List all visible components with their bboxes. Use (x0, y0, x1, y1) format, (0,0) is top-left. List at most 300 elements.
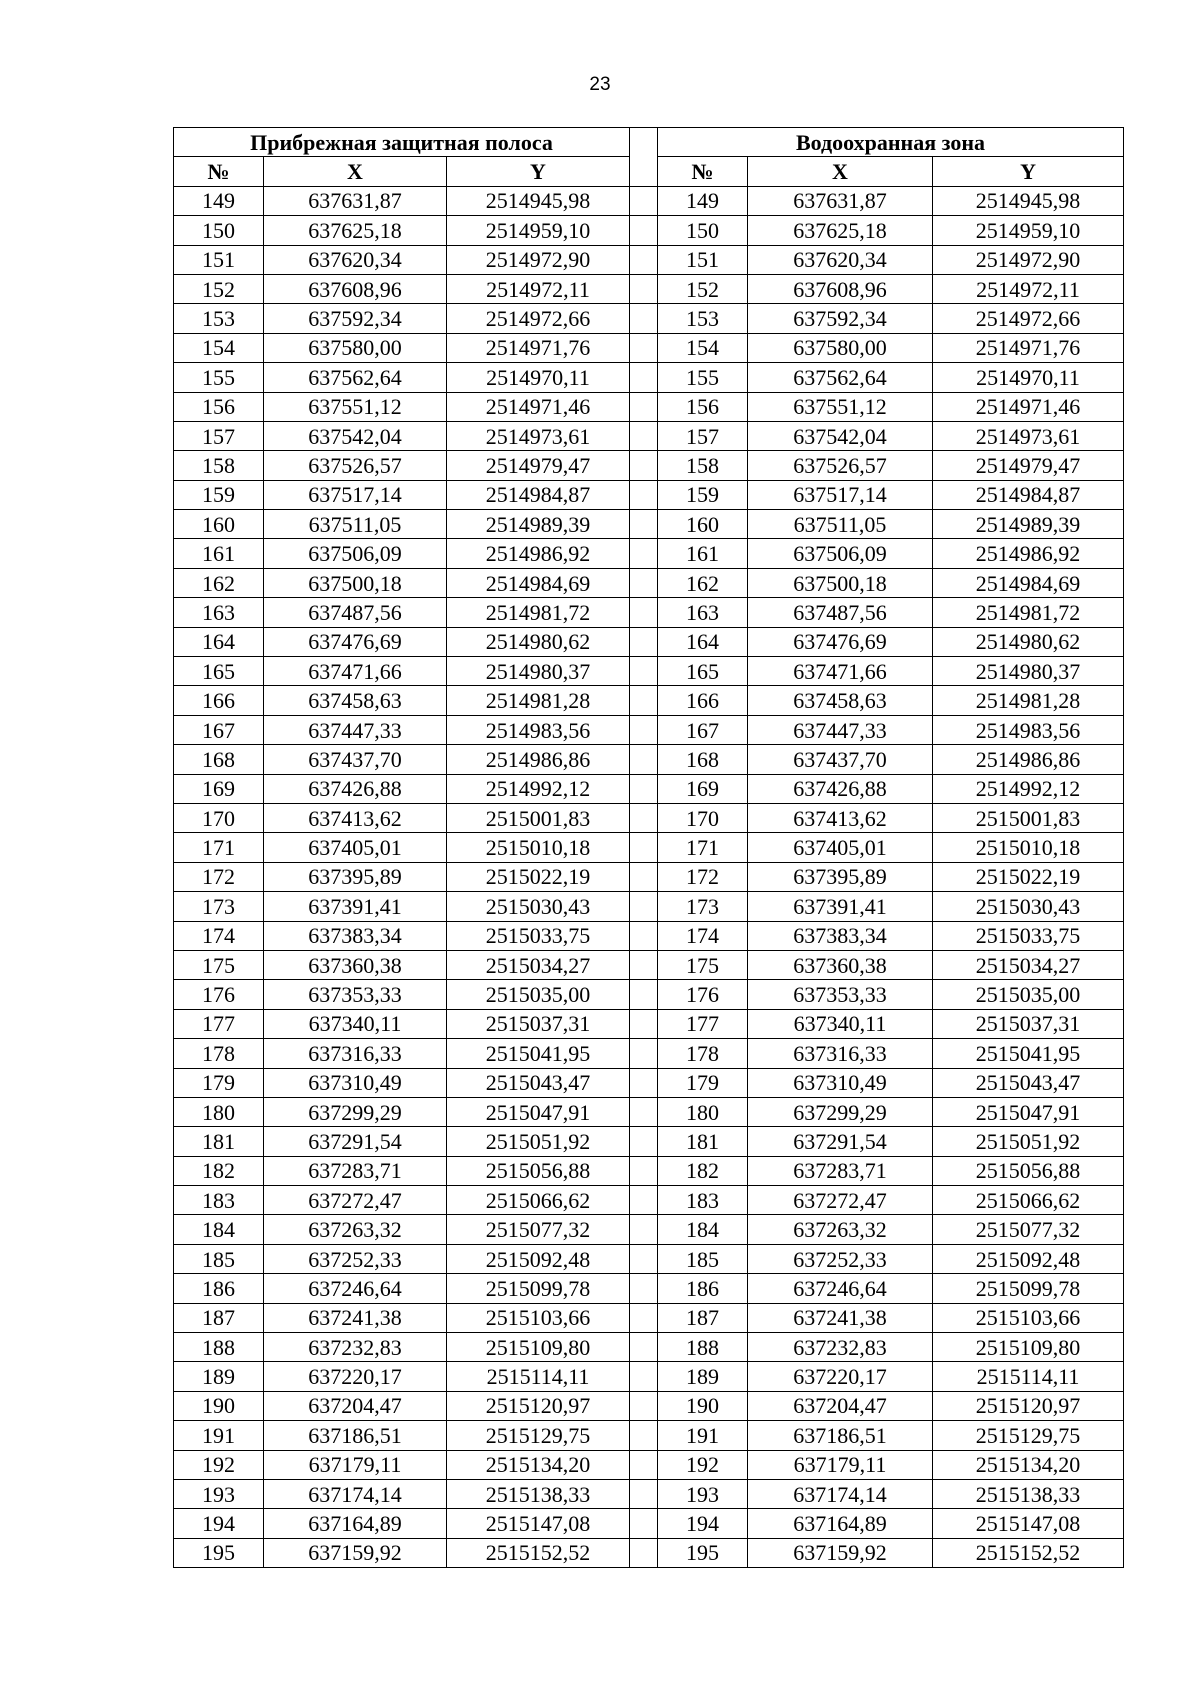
left-y-value: 2515037,31 (447, 1009, 630, 1038)
left-x-value: 637246,64 (264, 1274, 447, 1303)
left-point-number: 178 (174, 1039, 264, 1068)
left-y-value: 2515077,32 (447, 1215, 630, 1244)
left-point-number: 193 (174, 1479, 264, 1508)
left-y-value: 2514986,86 (447, 745, 630, 774)
table-row (174, 1127, 1124, 1156)
left-x-value: 637625,18 (264, 216, 447, 245)
right-y-value: 2514971,76 (933, 333, 1124, 362)
right-x-value: 637500,18 (748, 568, 933, 597)
column-gap (630, 510, 658, 539)
left-x-value: 637360,38 (264, 950, 447, 979)
left-point-number: 159 (174, 480, 264, 509)
left-y-value: 2514973,61 (447, 421, 630, 450)
table-row (174, 1097, 1124, 1126)
left-y-value: 2515022,19 (447, 862, 630, 891)
table-row (174, 1479, 1124, 1508)
left-point-number: 150 (174, 216, 264, 245)
table-row (174, 186, 1124, 215)
left-section-title: Прибрежная защитная полоса (174, 128, 630, 157)
column-gap (630, 1362, 658, 1391)
right-point-number: 176 (658, 980, 748, 1009)
right-point-number: 179 (658, 1068, 748, 1097)
right-x-value: 637232,83 (748, 1333, 933, 1362)
column-gap (630, 1274, 658, 1303)
left-y-value: 2515147,08 (447, 1509, 630, 1538)
column-gap (630, 627, 658, 656)
left-y-value: 2514980,37 (447, 657, 630, 686)
left-x-value: 637232,83 (264, 1333, 447, 1362)
right-point-number: 154 (658, 333, 748, 362)
right-x-value: 637542,04 (748, 421, 933, 450)
left-x-value: 637426,88 (264, 774, 447, 803)
table-row (174, 392, 1124, 421)
right-point-number: 175 (658, 950, 748, 979)
left-y-value: 2514980,62 (447, 627, 630, 656)
left-x-value: 637437,70 (264, 745, 447, 774)
left-point-number: 160 (174, 510, 264, 539)
section-title-row (174, 128, 1124, 157)
right-point-number: 188 (658, 1333, 748, 1362)
left-y-value: 2514970,11 (447, 363, 630, 392)
left-x-value: 637405,01 (264, 833, 447, 862)
table-row (174, 1303, 1124, 1332)
right-point-number: 158 (658, 451, 748, 480)
column-gap (630, 833, 658, 862)
left-x-value: 637383,34 (264, 921, 447, 950)
right-point-number: 187 (658, 1303, 748, 1332)
left-point-number: 167 (174, 715, 264, 744)
right-y-value: 2515120,97 (933, 1391, 1124, 1420)
column-gap (630, 1333, 658, 1362)
table-row (174, 1362, 1124, 1391)
right-x-value: 637204,47 (748, 1391, 933, 1420)
right-x-value: 637447,33 (748, 715, 933, 744)
left-y-value: 2515134,20 (447, 1450, 630, 1479)
column-gap (630, 1186, 658, 1215)
table-row (174, 510, 1124, 539)
left-y-value: 2514945,98 (447, 186, 630, 215)
left-x-value: 637506,09 (264, 539, 447, 568)
right-point-number: 185 (658, 1244, 748, 1273)
left-point-number: 174 (174, 921, 264, 950)
left-point-number: 184 (174, 1215, 264, 1244)
table-row (174, 1215, 1124, 1244)
column-gap (630, 245, 658, 274)
left-y-value: 2515051,92 (447, 1127, 630, 1156)
left-y-value: 2515041,95 (447, 1039, 630, 1068)
left-y-value: 2515066,62 (447, 1186, 630, 1215)
column-gap (630, 980, 658, 1009)
column-gap (630, 568, 658, 597)
left-point-number: 151 (174, 245, 264, 274)
table-row (174, 1333, 1124, 1362)
right-point-number: 181 (658, 1127, 748, 1156)
right-point-number: 149 (658, 186, 748, 215)
right-point-number: 165 (658, 657, 748, 686)
left-x-value: 637164,89 (264, 1509, 447, 1538)
left-x-value: 637542,04 (264, 421, 447, 450)
column-gap (630, 451, 658, 480)
left-point-number: 188 (174, 1333, 264, 1362)
left-x-value: 637447,33 (264, 715, 447, 744)
left-y-value: 2514986,92 (447, 539, 630, 568)
right-y-value: 2515147,08 (933, 1509, 1124, 1538)
column-gap (630, 1127, 658, 1156)
left-x-value: 637283,71 (264, 1156, 447, 1185)
right-x-value: 637517,14 (748, 480, 933, 509)
left-x-value: 637220,17 (264, 1362, 447, 1391)
right-y-value: 2515047,91 (933, 1097, 1124, 1126)
left-x-value: 637526,57 (264, 451, 447, 480)
right-x-value: 637562,64 (748, 363, 933, 392)
right-y-value: 2515034,27 (933, 950, 1124, 979)
right-y-value: 2514983,56 (933, 715, 1124, 744)
right-x-value: 637405,01 (748, 833, 933, 862)
left-col-number-header: № (174, 157, 264, 186)
left-point-number: 155 (174, 363, 264, 392)
right-y-value: 2515138,33 (933, 1479, 1124, 1508)
right-point-number: 164 (658, 627, 748, 656)
left-x-value: 637562,64 (264, 363, 447, 392)
left-x-value: 637252,33 (264, 1244, 447, 1273)
left-x-value: 637174,14 (264, 1479, 447, 1508)
page-number: 23 (589, 74, 611, 95)
right-col-y-header: Y (933, 157, 1124, 186)
right-x-value: 637476,69 (748, 627, 933, 656)
left-point-number: 190 (174, 1391, 264, 1420)
right-y-value: 2514986,86 (933, 745, 1124, 774)
left-point-number: 153 (174, 304, 264, 333)
table-row (174, 803, 1124, 832)
column-gap (630, 216, 658, 245)
left-x-value: 637471,66 (264, 657, 447, 686)
left-x-value: 637592,34 (264, 304, 447, 333)
right-x-value: 637580,00 (748, 333, 933, 362)
right-x-value: 637283,71 (748, 1156, 933, 1185)
column-gap (630, 1215, 658, 1244)
right-point-number: 183 (658, 1186, 748, 1215)
right-x-value: 637186,51 (748, 1421, 933, 1450)
left-x-value: 637413,62 (264, 803, 447, 832)
right-y-value: 2515129,75 (933, 1421, 1124, 1450)
right-x-value: 637353,33 (748, 980, 933, 1009)
right-y-value: 2515152,52 (933, 1538, 1124, 1567)
right-x-value: 637631,87 (748, 186, 933, 215)
right-point-number: 161 (658, 539, 748, 568)
right-x-value: 637608,96 (748, 274, 933, 303)
left-x-value: 637316,33 (264, 1039, 447, 1068)
right-point-number: 180 (658, 1097, 748, 1126)
left-x-value: 637179,11 (264, 1450, 447, 1479)
right-x-value: 637487,56 (748, 598, 933, 627)
left-y-value: 2514989,39 (447, 510, 630, 539)
left-y-value: 2515056,88 (447, 1156, 630, 1185)
left-y-value: 2515010,18 (447, 833, 630, 862)
table-row (174, 833, 1124, 862)
table-row (174, 480, 1124, 509)
right-x-value: 637246,64 (748, 1274, 933, 1303)
column-gap (630, 392, 658, 421)
table-row (174, 950, 1124, 979)
column-gap (630, 1068, 658, 1097)
table-row (174, 657, 1124, 686)
left-y-value: 2514983,56 (447, 715, 630, 744)
right-y-value: 2514970,11 (933, 363, 1124, 392)
right-y-value: 2515001,83 (933, 803, 1124, 832)
left-x-value: 637391,41 (264, 892, 447, 921)
table-row (174, 1156, 1124, 1185)
column-gap (630, 686, 658, 715)
left-point-number: 156 (174, 392, 264, 421)
right-y-value: 2515037,31 (933, 1009, 1124, 1038)
table-row (174, 715, 1124, 744)
right-point-number: 177 (658, 1009, 748, 1038)
table-row (174, 774, 1124, 803)
right-y-value: 2515077,32 (933, 1215, 1124, 1244)
right-x-value: 637625,18 (748, 216, 933, 245)
right-x-value: 637299,29 (748, 1097, 933, 1126)
column-gap (630, 480, 658, 509)
right-y-value: 2515099,78 (933, 1274, 1124, 1303)
right-point-number: 193 (658, 1479, 748, 1508)
table-row (174, 1538, 1124, 1567)
left-point-number: 163 (174, 598, 264, 627)
left-point-number: 164 (174, 627, 264, 656)
left-y-value: 2515047,91 (447, 1097, 630, 1126)
left-y-value: 2514959,10 (447, 216, 630, 245)
right-point-number: 159 (658, 480, 748, 509)
left-point-number: 157 (174, 421, 264, 450)
left-x-value: 637299,29 (264, 1097, 447, 1126)
left-y-value: 2514992,12 (447, 774, 630, 803)
left-x-value: 637631,87 (264, 186, 447, 215)
right-x-value: 637340,11 (748, 1009, 933, 1038)
right-y-value: 2514959,10 (933, 216, 1124, 245)
left-x-value: 637620,34 (264, 245, 447, 274)
right-y-value: 2514972,66 (933, 304, 1124, 333)
column-gap (630, 1009, 658, 1038)
right-point-number: 167 (658, 715, 748, 744)
column-gap (630, 1450, 658, 1479)
table-row (174, 686, 1124, 715)
right-x-value: 637360,38 (748, 950, 933, 979)
left-x-value: 637500,18 (264, 568, 447, 597)
right-y-value: 2514981,72 (933, 598, 1124, 627)
table-row (174, 568, 1124, 597)
left-y-value: 2515092,48 (447, 1244, 630, 1273)
left-x-value: 637291,54 (264, 1127, 447, 1156)
right-point-number: 178 (658, 1039, 748, 1068)
right-y-value: 2514984,69 (933, 568, 1124, 597)
left-point-number: 169 (174, 774, 264, 803)
column-gap (630, 186, 658, 215)
right-point-number: 153 (658, 304, 748, 333)
right-point-number: 151 (658, 245, 748, 274)
column-gap (630, 1156, 658, 1185)
right-x-value: 637241,38 (748, 1303, 933, 1332)
left-point-number: 192 (174, 1450, 264, 1479)
left-x-value: 637353,33 (264, 980, 447, 1009)
left-x-value: 637487,56 (264, 598, 447, 627)
left-y-value: 2515129,75 (447, 1421, 630, 1450)
left-point-number: 185 (174, 1244, 264, 1273)
column-gap (630, 657, 658, 686)
right-col-number-header: № (658, 157, 748, 186)
table-row (174, 1421, 1124, 1450)
right-point-number: 190 (658, 1391, 748, 1420)
left-point-number: 158 (174, 451, 264, 480)
left-point-number: 165 (174, 657, 264, 686)
left-y-value: 2515034,27 (447, 950, 630, 979)
table-row (174, 539, 1124, 568)
right-section-title: Водоохранная зона (658, 128, 1124, 157)
left-x-value: 637395,89 (264, 862, 447, 891)
right-y-value: 2515092,48 (933, 1244, 1124, 1273)
right-point-number: 152 (658, 274, 748, 303)
left-x-value: 637340,11 (264, 1009, 447, 1038)
left-y-value: 2515138,33 (447, 1479, 630, 1508)
coordinates-table (173, 127, 1124, 1568)
right-point-number: 172 (658, 862, 748, 891)
column-gap (630, 1303, 658, 1332)
right-y-value: 2514984,87 (933, 480, 1124, 509)
table-row (174, 1039, 1124, 1068)
left-y-value: 2514984,69 (447, 568, 630, 597)
table-row (174, 862, 1124, 891)
left-y-value: 2515120,97 (447, 1391, 630, 1420)
right-y-value: 2515022,19 (933, 862, 1124, 891)
right-x-value: 637263,32 (748, 1215, 933, 1244)
right-x-value: 637620,34 (748, 245, 933, 274)
column-gap (630, 1479, 658, 1508)
right-x-value: 637511,05 (748, 510, 933, 539)
right-y-value: 2515051,92 (933, 1127, 1124, 1156)
left-point-number: 162 (174, 568, 264, 597)
right-y-value: 2514992,12 (933, 774, 1124, 803)
right-point-number: 184 (658, 1215, 748, 1244)
right-y-value: 2515041,95 (933, 1039, 1124, 1068)
column-gap (630, 304, 658, 333)
left-point-number: 168 (174, 745, 264, 774)
left-x-value: 637241,38 (264, 1303, 447, 1332)
right-point-number: 168 (658, 745, 748, 774)
column-gap (630, 803, 658, 832)
right-x-value: 637506,09 (748, 539, 933, 568)
left-point-number: 195 (174, 1538, 264, 1567)
column-gap (630, 950, 658, 979)
right-point-number: 157 (658, 421, 748, 450)
right-y-value: 2515033,75 (933, 921, 1124, 950)
column-gap (630, 1244, 658, 1273)
left-point-number: 187 (174, 1303, 264, 1332)
left-y-value: 2515033,75 (447, 921, 630, 950)
right-y-value: 2515010,18 (933, 833, 1124, 862)
left-x-value: 637517,14 (264, 480, 447, 509)
right-x-value: 637310,49 (748, 1068, 933, 1097)
left-y-value: 2515043,47 (447, 1068, 630, 1097)
right-y-value: 2514981,28 (933, 686, 1124, 715)
right-point-number: 156 (658, 392, 748, 421)
table-row (174, 274, 1124, 303)
left-point-number: 176 (174, 980, 264, 1009)
left-point-number: 175 (174, 950, 264, 979)
right-y-value: 2514973,61 (933, 421, 1124, 450)
right-y-value: 2514986,92 (933, 539, 1124, 568)
right-y-value: 2514980,62 (933, 627, 1124, 656)
table-row (174, 245, 1124, 274)
left-x-value: 637159,92 (264, 1538, 447, 1567)
left-x-value: 637272,47 (264, 1186, 447, 1215)
right-point-number: 192 (658, 1450, 748, 1479)
table-row (174, 1068, 1124, 1097)
table-row (174, 745, 1124, 774)
right-y-value: 2515056,88 (933, 1156, 1124, 1185)
right-y-value: 2514945,98 (933, 186, 1124, 215)
left-y-value: 2515114,11 (447, 1362, 630, 1391)
left-point-number: 177 (174, 1009, 264, 1038)
table-row (174, 216, 1124, 245)
table-row (174, 1009, 1124, 1038)
column-gap (630, 1039, 658, 1068)
table-row (174, 333, 1124, 362)
column-gap (630, 598, 658, 627)
right-point-number: 150 (658, 216, 748, 245)
right-y-value: 2515066,62 (933, 1186, 1124, 1215)
left-point-number: 172 (174, 862, 264, 891)
right-x-value: 637220,17 (748, 1362, 933, 1391)
table-row (174, 1450, 1124, 1479)
right-x-value: 637252,33 (748, 1244, 933, 1273)
right-point-number: 189 (658, 1362, 748, 1391)
right-x-value: 637437,70 (748, 745, 933, 774)
table-row (174, 892, 1124, 921)
column-gap (630, 1097, 658, 1126)
left-y-value: 2515152,52 (447, 1538, 630, 1567)
right-y-value: 2514980,37 (933, 657, 1124, 686)
left-y-value: 2514971,76 (447, 333, 630, 362)
right-y-value: 2515030,43 (933, 892, 1124, 921)
left-point-number: 152 (174, 274, 264, 303)
left-point-number: 171 (174, 833, 264, 862)
right-x-value: 637383,34 (748, 921, 933, 950)
table-row (174, 1509, 1124, 1538)
right-y-value: 2515114,11 (933, 1362, 1124, 1391)
table-row (174, 421, 1124, 450)
column-gap (630, 715, 658, 744)
left-y-value: 2515001,83 (447, 803, 630, 832)
left-y-value: 2515099,78 (447, 1274, 630, 1303)
column-gap (630, 862, 658, 891)
right-y-value: 2514979,47 (933, 451, 1124, 480)
left-x-value: 637551,12 (264, 392, 447, 421)
right-x-value: 637395,89 (748, 862, 933, 891)
table-row (174, 1391, 1124, 1420)
right-x-value: 637391,41 (748, 892, 933, 921)
left-y-value: 2514971,46 (447, 392, 630, 421)
right-point-number: 173 (658, 892, 748, 921)
left-y-value: 2515035,00 (447, 980, 630, 1009)
left-point-number: 183 (174, 1186, 264, 1215)
left-col-x-header: X (264, 157, 447, 186)
left-point-number: 194 (174, 1509, 264, 1538)
right-x-value: 637159,92 (748, 1538, 933, 1567)
right-point-number: 195 (658, 1538, 748, 1567)
column-gap (630, 363, 658, 392)
left-y-value: 2514972,66 (447, 304, 630, 333)
left-point-number: 173 (174, 892, 264, 921)
table-row (174, 1186, 1124, 1215)
right-x-value: 637526,57 (748, 451, 933, 480)
